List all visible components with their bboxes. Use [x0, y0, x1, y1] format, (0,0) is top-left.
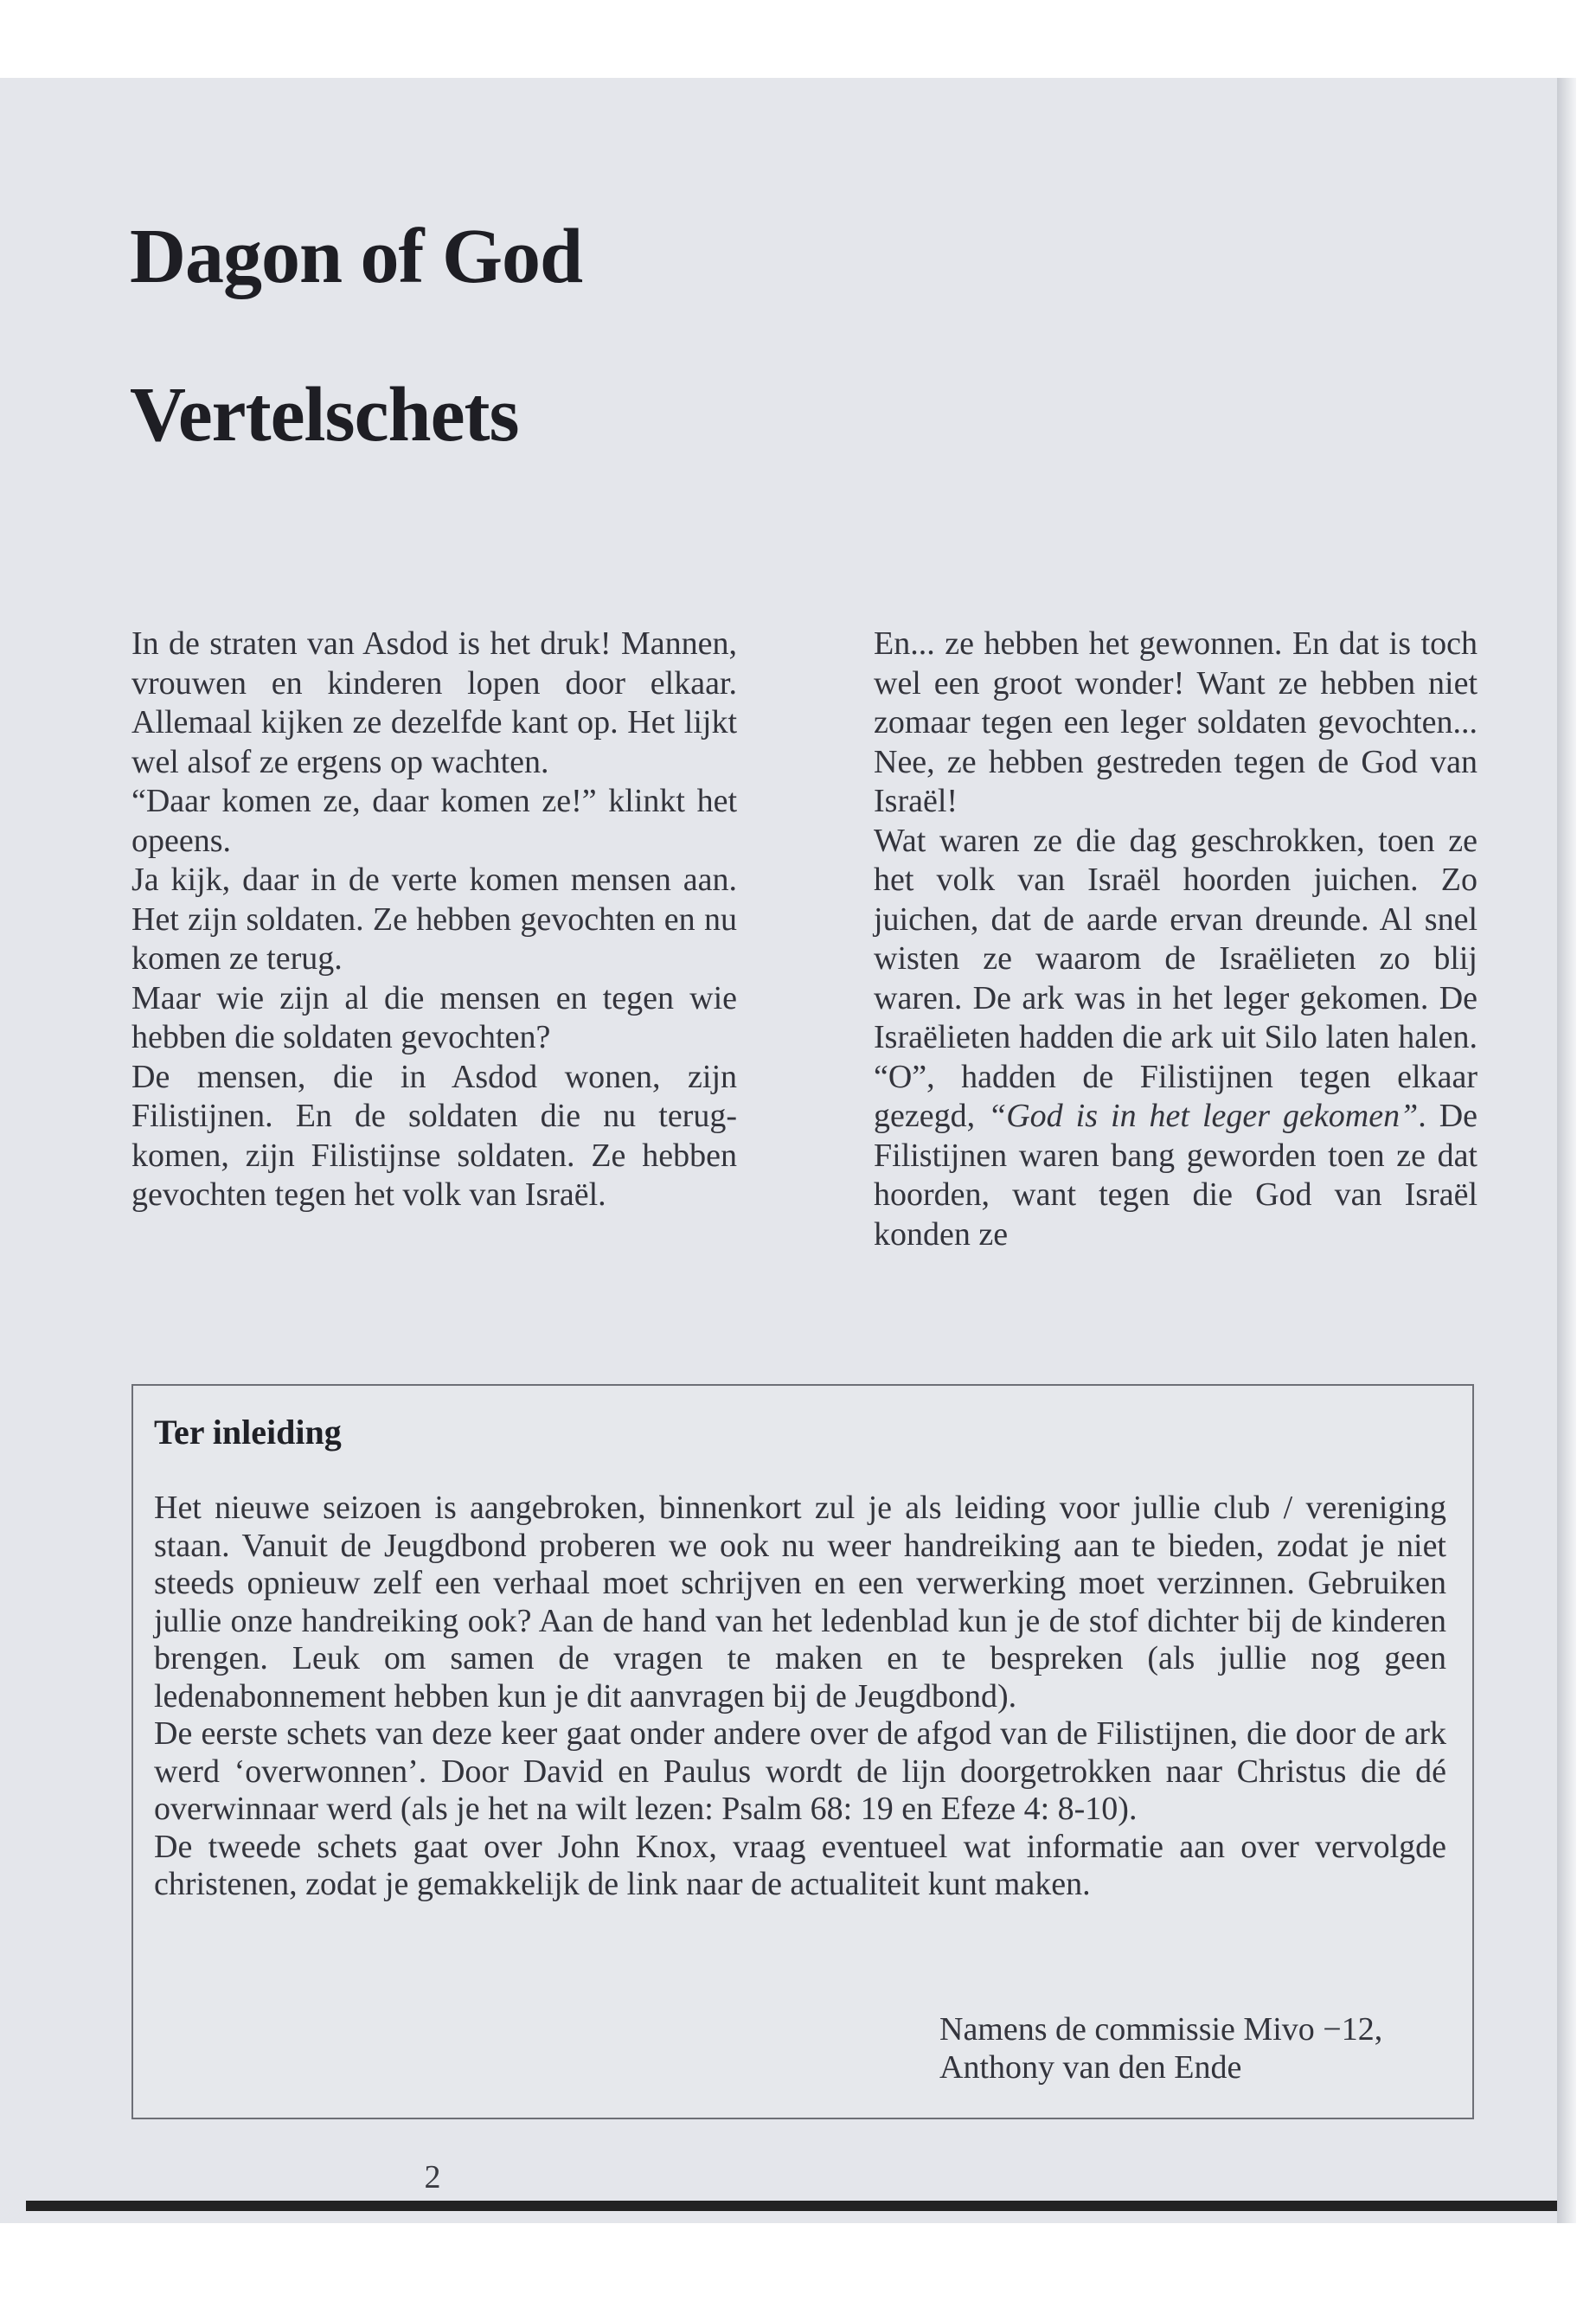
- page-title: Dagon of God: [130, 214, 583, 299]
- intro-box: [131, 1384, 1474, 2119]
- story-right-column: [874, 625, 1477, 1254]
- story-paragraph: Ja kijk, daar in de verte komen mensen aan. Het zijn soldaten. Ze hebben gevochten en nu komen ze terug.: [131, 862, 737, 977]
- story-paragraph: Maar wie zijn al die mensen en tegen wie hebben die soldaten gevochten?: [131, 979, 737, 1055]
- story-paragraph-with-quote: [874, 822, 1477, 1255]
- signature-name: Anthony van den Ende: [939, 2049, 1242, 2086]
- story-paragraph: “Daar komen ze, daar komen ze!” klinkt het opeens.: [131, 783, 737, 859]
- intro-paragraph: De tweede schets gaat over John Knox, vraag eventueel wat informatie aan over vervolgde christenen, zodat je gemakkelijk de link naar de actualiteit kunt maken.: [154, 1828, 1446, 1902]
- story-paragraph: De mensen, die in Asdod wonen, zijn Filistijnen. En de soldaten die nu terugkomen, zijn Filistijnse soldaten. Ze hebben gevochten tegen het volk van Israël.: [131, 1058, 737, 1213]
- intro-paragraph: Het nieuwe seizoen is aangebroken, binnenkort zul je als leiding voor jullie club / vereniging staan. Vanuit de Jeugdbond proberen we ook nu weer handreiking aan te bieden, zodat je niet steeds opnieuw zelf een verhaal moet schrijven en een verwerking moet verzinnen. Gebruiken jullie onze handreiking ook? Aan de hand van het ledenblad kun je de stof dichter bij de kinderen brengen. Leuk om samen de vragen te maken en te bespreken (als jullie nog geen ledenabonnement hebben kun je dit aanvragen bij de Jeugdbond).: [154, 1490, 1446, 1715]
- story-paragraph: In de straten van Asdod is het druk! Mannen, vrouwen en kinderen lopen door elkaar. Allemaal kijken ze dezelfde kant op. Het lijkt wel alsof ze ergens op wachten.: [131, 625, 737, 780]
- story-left-column: [131, 625, 737, 1215]
- story-quote: “God is in het leger gekomen”: [988, 1098, 1419, 1134]
- page-number: 2: [424, 2159, 441, 2195]
- document-page: [0, 78, 1557, 2223]
- story-text: Wat waren ze die dag geschrokken, toen ze het volk van Israël hoorden juichen. Zo juichen, dat de aarde ervan dreunde. Al snel wisten ze waarom de Israëlieten zo blij waren. De ark was in het leger gekomen. De Israëlieten hadden die ark uit Silo laten halen. “O”, hadden de Filistijnen tegen elkaar gezegd,: [874, 822, 1477, 1134]
- story-text: . De Filistijnen waren bang geworden toen ze dat hoorden, want tegen die God van Israël konden ze: [874, 1098, 1478, 1253]
- intro-paragraph: De eerste schets van deze keer gaat onder andere over de afgod van de Filistijnen, die door de ark werd ‘overwonnen’. Door David en Paulus wordt de lijn doorgetrokken naar Christus die dé overwinnaar werd (als je het na wilt lezen: Psalm 68: 19 en Efeze 4: 8-10).: [154, 1715, 1446, 1827]
- signature-line: Namens de commissie Mivo −12,: [939, 2011, 1383, 2048]
- intro-signature: [939, 2010, 1382, 2086]
- binding-strip: [26, 2201, 1557, 2211]
- story-paragraph: En... ze hebben het gewonnen. En dat is toch wel een groot wonder! Want ze hebben niet zomaar tegen een leger soldaten gevochten... Nee, ze hebben gestreden tegen de God van Israël!: [874, 625, 1477, 819]
- page-subtitle: Vertelschets: [130, 372, 519, 458]
- intro-heading: Ter inleiding: [154, 1413, 342, 1452]
- intro-body: [154, 1490, 1446, 1904]
- page-edge: [1557, 78, 1576, 2223]
